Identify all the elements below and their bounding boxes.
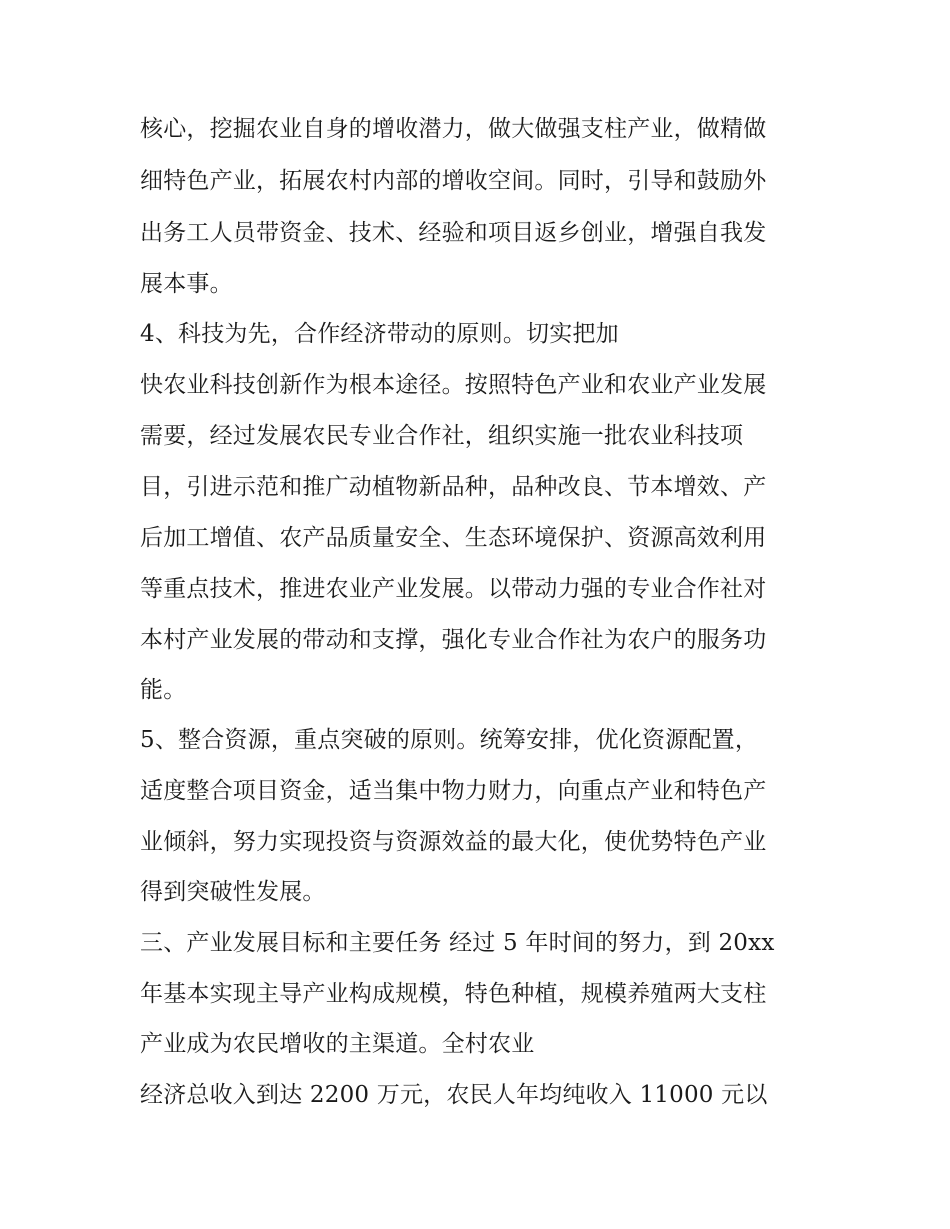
text-line: 经济总收入到达 2200 万元，农民人年均纯收入 11000 元以 [140,1082,768,1108]
text-line: 业倾斜，努力实现投资与资源效益的最大化，使优势特色产业 [140,829,767,855]
text-line: 细特色产业，拓展农村内部的增收空间。同时，引导和鼓励外 [140,168,767,194]
text-line: 展本事。 [140,271,233,297]
section-heading-line: 三、产业发展目标和主要任务 经过 5 年时间的努力，到 20xx [140,930,775,956]
list-item-heading: 4、科技为先，合作经济带动的原则。切实把加 [140,321,619,347]
text-line: 适度整合项目资金，适当集中物力财力，向重点产业和特色产 [140,778,767,804]
text-line: 等重点技术，推进农业产业发展。以带动力强的专业合作社对 [140,576,767,602]
text-line: 本村产业发展的带动和支撑，强化专业合作社为农户的服务功 [140,627,767,653]
text-line: 产业成为农民增收的主渠道。全村农业 [140,1031,535,1057]
text-line: 快农业科技创新作为根本途径。按照特色产业和农业产业发展 [140,372,767,398]
text-line: 后加工增值、农产品质量安全、生态环境保护、资源高效利用 [140,525,767,551]
text-line: 核心，挖掘农业自身的增收潜力，做大做强支柱产业，做精做 [140,116,767,142]
text-line: 年基本实现主导产业构成规模，特色种植，规模养殖两大支柱 [140,981,767,1007]
text-line: 得到突破性发展。 [140,879,326,905]
text-line: 出务工人员带资金、技术、经验和项目返乡创业，增强自我发 [140,220,767,246]
text-line: 需要，经过发展农民专业合作社，组织实施一批农业科技项 [140,423,744,449]
list-item-heading: 5、整合资源，重点突破的原则。统筹安排，优化资源配置， [140,727,759,753]
text-line: 能。 [140,677,187,703]
text-line: 目，引进示范和推广动植物新品种，品种改良、节本增效、产 [140,474,767,500]
